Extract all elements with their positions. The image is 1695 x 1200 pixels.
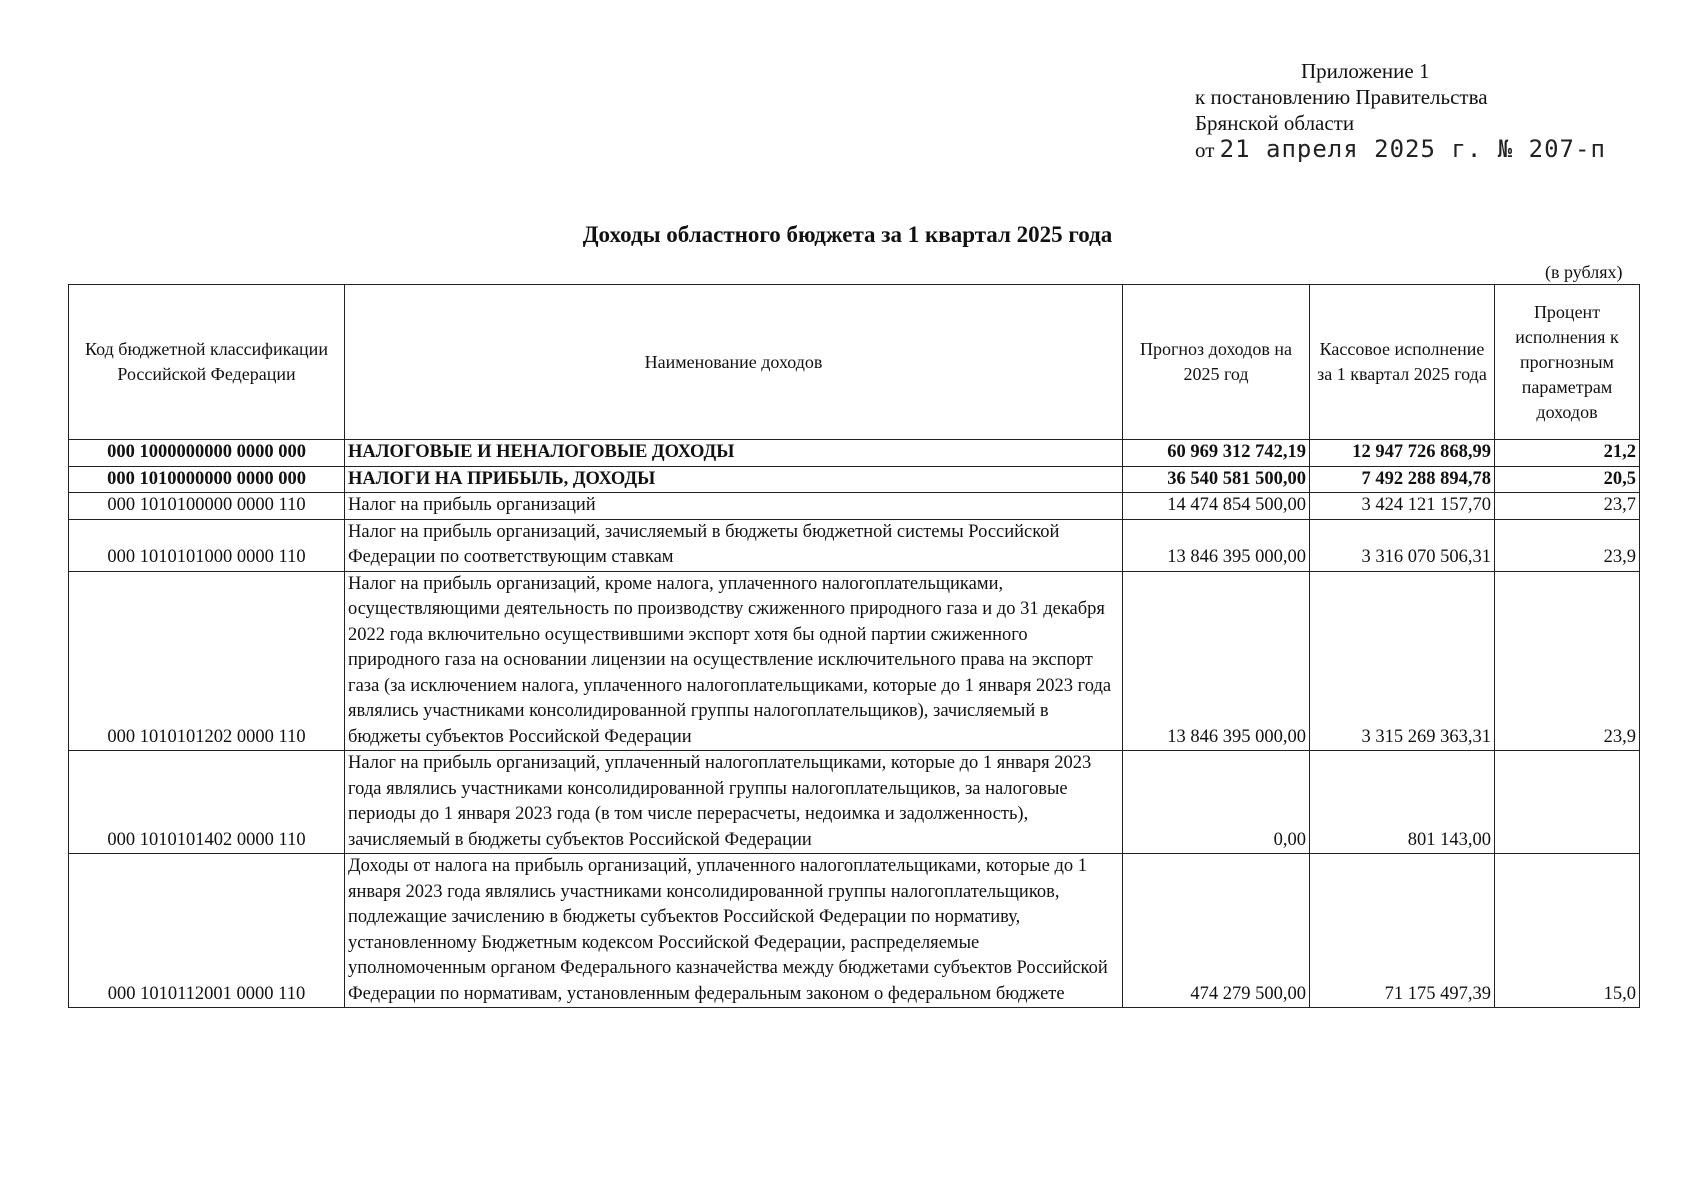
appendix-block [1195,58,1606,163]
row-name: Доходы от налога на прибыль организаций, уплаченного налогоплательщиками, которые до 1 января 2023 года являлись участниками консолидированной группы налогоплательщиков, подлежащие зачислению в бюджеты субъектов Российской Федерации по нормативу, установленному Бюджетным кодексом Российской Федерации, распределяемые уполномоченным органом Федерального казначейства между бюджетами субъектов Российской Федерации по нормативам, установленным федеральным законом о федеральном бюджете [345,854,1123,1008]
row-forecast: 0,00 [1123,751,1310,854]
row-actual: 7 492 288 894,78 [1310,466,1495,493]
row-name: Налог на прибыль организаций, кроме налога, уплаченного налогоплательщиками, осуществляющими деятельность по производству сжиженного природного газа и до 31 декабря 2022 года включительно осуществившими экспорт хотя бы одной партии сжиженного природного газа на основании лицензии на осуществление исключительного права на экспорт газа (за исключением налога, уплаченного налогоплательщиками, которые до 1 января 2023 года являлись участниками консолидированной группы налогоплательщиков), зачисляемый в бюджеты субъектов Российской Федерации [345,571,1123,751]
row-code: 000 1010000000 0000 000 [69,466,345,493]
row-code: 000 1010112001 0000 110 [69,854,345,1008]
appendix-date-prefix: от [1195,138,1215,162]
appendix-date-number: 21 апреля 2025 г. № 207-п [1219,135,1606,163]
appendix-number: Приложение 1 [1301,59,1430,83]
row-code: 000 1000000000 0000 000 [69,440,345,467]
appendix-date-line [1195,136,1606,163]
row-actual: 801 143,00 [1310,751,1495,854]
row-code: 000 1010101202 0000 110 [69,571,345,751]
appendix-region: Брянской области [1195,111,1355,135]
table-header-row [69,285,1640,440]
table-row [69,493,1640,520]
row-forecast: 13 846 395 000,00 [1123,571,1310,751]
header-code: Код бюджетной классификации Российской Федерации [69,285,345,440]
table-row [69,751,1640,854]
row-actual: 3 316 070 506,31 [1310,519,1495,571]
row-name: Налог на прибыль организаций [345,493,1123,520]
row-code: 000 1010101402 0000 110 [69,751,345,854]
revenue-table [68,284,1640,1008]
row-actual: 3 424 121 157,70 [1310,493,1495,520]
row-percent: 23,9 [1495,571,1640,751]
row-percent: 21,2 [1495,440,1640,467]
row-name: Налог на прибыль организаций, уплаченный налогоплательщиками, которые до 1 января 2023 года являлись участниками консолидированной группы налогоплательщиков, за налоговые периоды до 1 января 2023 года (в том числе перерасчеты, недоимка и задолженность), зачисляемый в бюджеты субъектов Российской Федерации [345,751,1123,854]
header-actual: Кассовое исполнение за 1 квартал 2025 года [1310,285,1495,440]
row-name: НАЛОГОВЫЕ И НЕНАЛОГОВЫЕ ДОХОДЫ [345,440,1123,467]
document-title: Доходы областного бюджета за 1 квартал 2025 года [582,222,1113,247]
header-name: Наименование доходов [345,285,1123,440]
row-forecast: 13 846 395 000,00 [1123,519,1310,571]
row-actual: 12 947 726 868,99 [1310,440,1495,467]
table-row [69,519,1640,571]
row-percent: 23,9 [1495,519,1640,571]
table-row [69,571,1640,751]
table-row [69,854,1640,1008]
row-actual: 3 315 269 363,31 [1310,571,1495,751]
row-forecast: 474 279 500,00 [1123,854,1310,1008]
row-name: НАЛОГИ НА ПРИБЫЛЬ, ДОХОДЫ [345,466,1123,493]
row-percent [1495,751,1640,854]
row-name: Налог на прибыль организаций, зачисляемый в бюджеты бюджетной системы Российской Федерации по соответствующим ставкам [345,519,1123,571]
table-row [69,440,1640,467]
row-percent: 15,0 [1495,854,1640,1008]
row-code: 000 1010100000 0000 110 [69,493,345,520]
header-percent: Процент исполнения к прогнозным параметрам доходов [1495,285,1640,440]
table-row [69,466,1640,493]
row-percent: 20,5 [1495,466,1640,493]
row-forecast: 36 540 581 500,00 [1123,466,1310,493]
row-forecast: 60 969 312 742,19 [1123,440,1310,467]
unit-note: (в рублях) [1545,262,1623,282]
header-forecast: Прогноз доходов на 2025 год [1123,285,1310,440]
row-percent: 23,7 [1495,493,1640,520]
row-actual: 71 175 497,39 [1310,854,1495,1008]
appendix-resolution: к постановлению Правительства [1195,85,1488,109]
row-code: 000 1010101000 0000 110 [69,519,345,571]
row-forecast: 14 474 854 500,00 [1123,493,1310,520]
